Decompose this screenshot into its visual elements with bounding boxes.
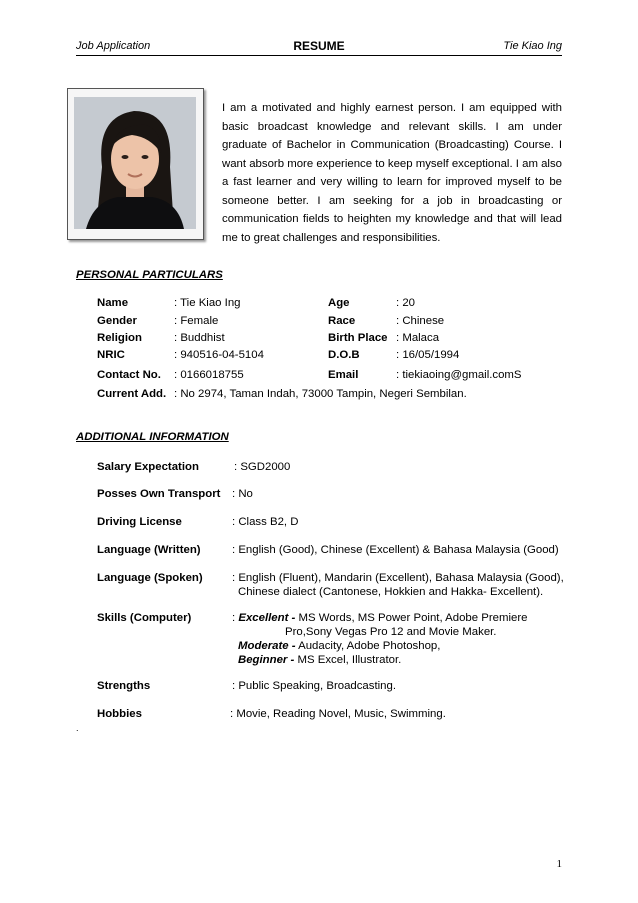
language-written-label: Language (Written) <box>97 544 201 556</box>
license-label: Driving License <box>97 516 182 528</box>
address-label: Current Add. <box>97 388 167 400</box>
skills-label: Skills (Computer) <box>97 612 192 624</box>
intro-paragraph: I am a motivated and highly earnest person. I am equipped with basic broadcast knowledge and relevant skills. I am under graduate of Bachelor in Communication (Broadcasting) Course. I want absorb more experience to keep myself exceptional. I am also a fast learner and very willing to learn for improved myself to be someone better. I am seeking for a job in broadcasting or communication fields to heighten my knowledge and that will lead me to great challenges and responsibilities. <box>222 102 562 244</box>
language-spoken-value-1: : English (Fluent), Mandarin (Excellent), Bahasa Malaysia (Good), <box>232 572 564 584</box>
hobbies-value: : Movie, Reading Novel, Music, Swimming. <box>230 708 446 720</box>
age-label: Age <box>328 297 350 309</box>
skills-moderate-value: Audacity, Adobe Photoshop, <box>295 640 441 652</box>
skills-excellent-label: Excellent - <box>238 612 296 624</box>
contact-label: Contact No. <box>97 369 161 381</box>
strengths-value: : Public Speaking, Broadcasting. <box>232 680 396 692</box>
profile-photo <box>74 97 196 229</box>
gender-value: : Female <box>174 315 219 327</box>
email-label: Email <box>328 369 359 381</box>
skills-colon: : <box>232 612 239 624</box>
religion-value: : Buddhist <box>174 332 225 344</box>
stray-dot: . <box>76 723 79 733</box>
skills-beginner-label: Beginner - <box>238 654 295 666</box>
transport-label: Posses Own Transport <box>97 488 221 500</box>
skills-excellent-value: MS Words, MS Power Point, Adobe Premiere <box>295 612 528 624</box>
language-spoken-value-2: Chinese dialect (Cantonese, Hokkien and Hakka- Excellent). <box>238 586 544 598</box>
name-label: Name <box>97 297 129 309</box>
language-written-value: : English (Good), Chinese (Excellent) & Bahasa Malaysia (Good) <box>232 544 559 556</box>
religion-label: Religion <box>97 332 142 344</box>
age-value: : 20 <box>396 297 415 309</box>
skills-moderate-line <box>238 640 440 652</box>
contact-value: : 0166018755 <box>174 369 244 381</box>
dob-label: D.O.B <box>328 349 360 361</box>
skills-beginner-line <box>238 654 401 666</box>
email-value: : tiekiaoing@gmail.comS <box>396 369 522 381</box>
salary-label: Salary Expectation <box>97 461 199 473</box>
birthplace-value: : Malaca <box>396 332 440 344</box>
race-label: Race <box>328 315 356 327</box>
header-rule <box>76 55 562 56</box>
transport-value: : No <box>232 488 253 500</box>
gender-label: Gender <box>97 315 137 327</box>
page-number: 1 <box>556 858 562 870</box>
strengths-label: Strengths <box>97 680 151 692</box>
race-value: : Chinese <box>396 315 445 327</box>
birthplace-label: Birth Place <box>328 332 388 344</box>
license-value: : Class B2, D <box>232 516 299 528</box>
portrait-illustration <box>74 97 196 229</box>
nric-label: NRIC <box>97 349 125 361</box>
language-spoken-label: Language (Spoken) <box>97 572 203 584</box>
header-right: Tie Kiao Ing <box>503 40 562 52</box>
hobbies-label: Hobbies <box>97 708 142 720</box>
section-title-personal: PERSONAL PARTICULARS <box>76 269 223 281</box>
document-title: RESUME <box>293 39 345 53</box>
name-value: : Tie Kiao Ing <box>174 297 241 309</box>
dob-value: : 16/05/1994 <box>396 349 460 361</box>
skills-moderate-label: Moderate - <box>238 640 296 652</box>
profile-photo-frame <box>67 88 204 240</box>
skills-beginner-value: MS Excel, Illustrator. <box>294 654 402 666</box>
nric-value: : 940516-04-5104 <box>174 349 264 361</box>
skills-excellent-line <box>232 612 527 624</box>
skills-excellent-value-2: Pro,Sony Vegas Pro 12 and Movie Maker. <box>285 626 497 638</box>
address-value: : No 2974, Taman Indah, 73000 Tampin, Negeri Sembilan. <box>174 388 467 400</box>
salary-value: : SGD2000 <box>234 461 291 473</box>
page-header <box>76 40 562 56</box>
header-left: Job Application <box>76 40 151 52</box>
section-title-additional: ADDITIONAL INFORMATION <box>76 431 229 443</box>
